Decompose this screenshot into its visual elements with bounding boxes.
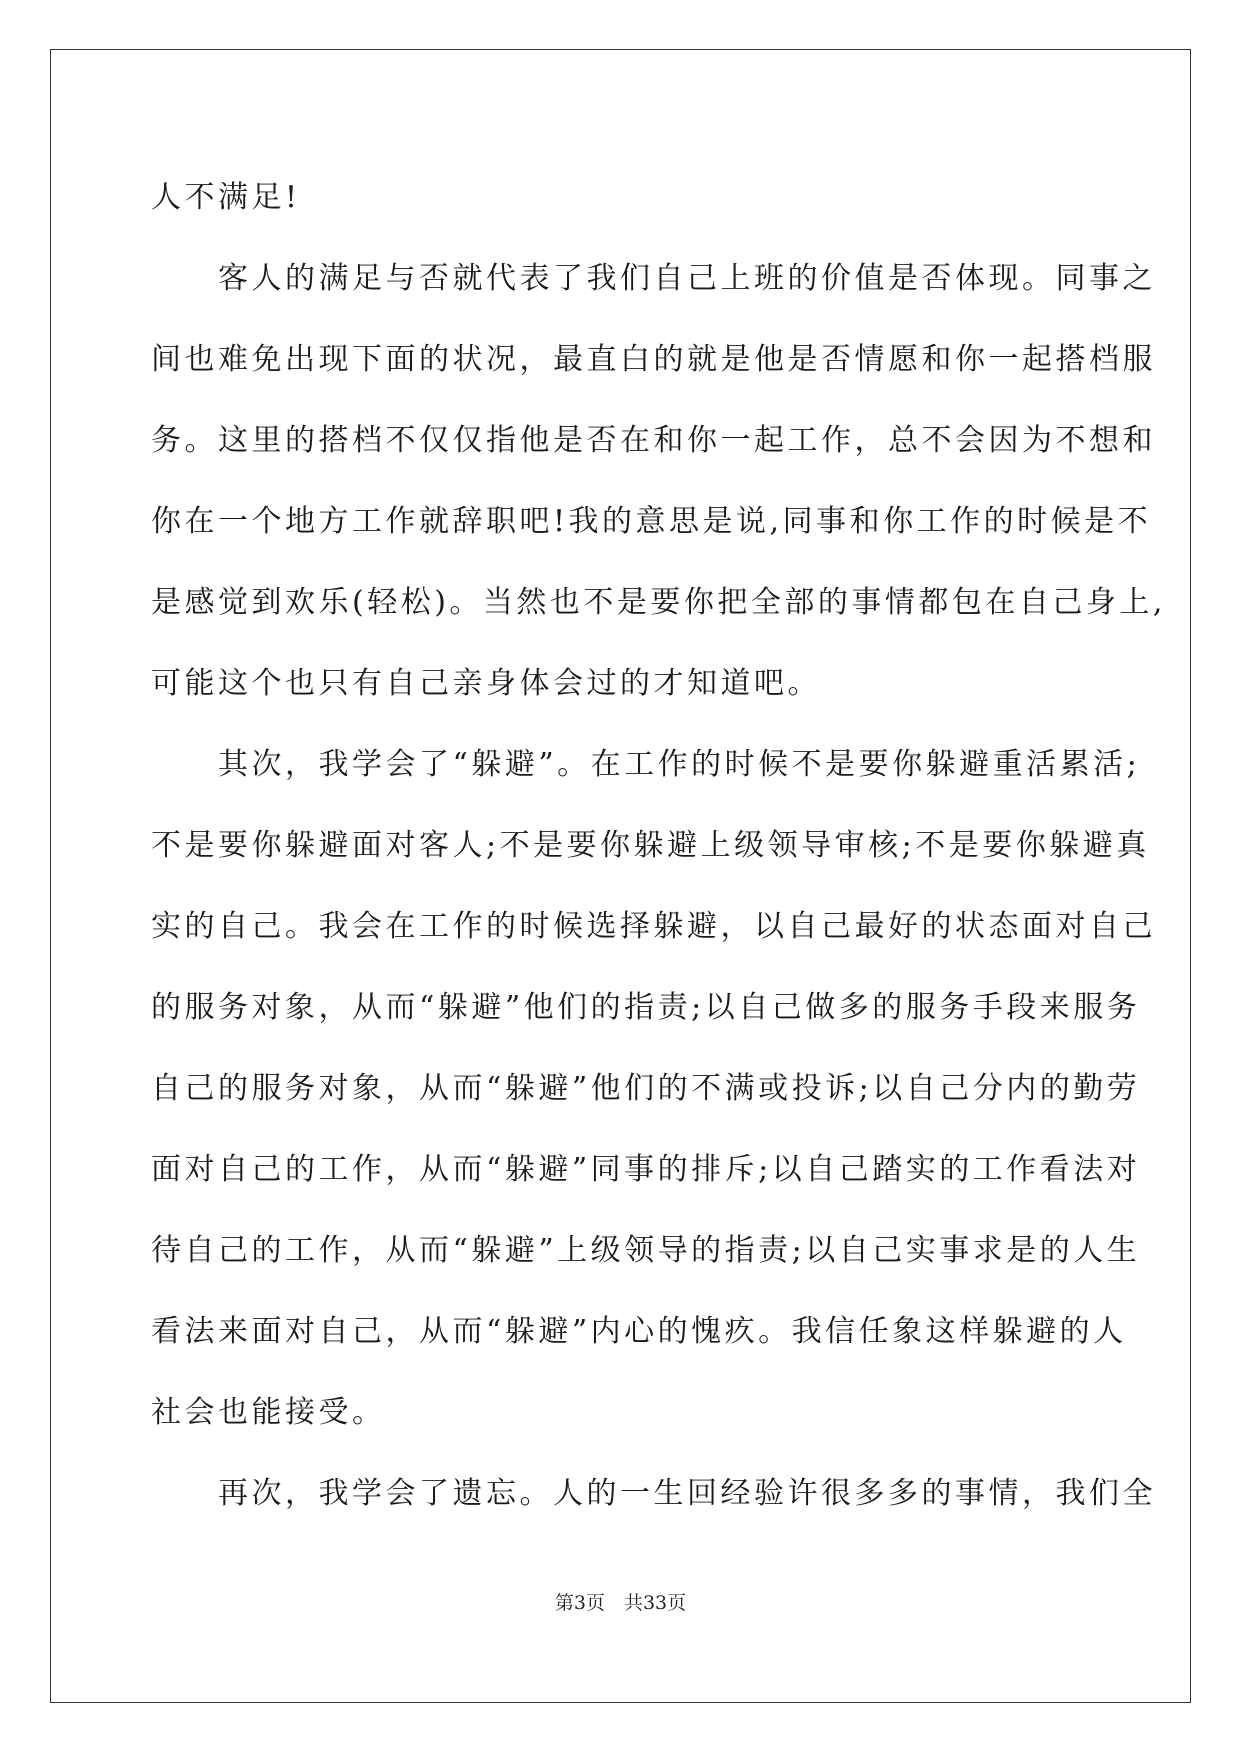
text-line: 待自己的工作，从而“躲避”上级领导的指责;以自己实事求是的人生 (151, 1233, 1141, 1268)
text-line: 看法来面对自己，从而“躲避”内心的愧疚。我信任象这样躲避的人 (151, 1314, 1127, 1349)
document-body (151, 157, 1166, 1534)
text-line: 是感觉到欢乐(轻松)。当然也不是要你把全部的事情都包在自己身上, (151, 585, 1166, 620)
text-line: 你在一个地方工作就辞职吧!我的意思是说,同事和你工作的时候是不 (151, 504, 1152, 539)
text-line: 人不满足! (151, 180, 301, 215)
text-line: 间也难免出现下面的状况，最直白的就是他是否情愿和你一起搭档服 (151, 342, 1156, 377)
text-line: 的服务对象，从而“躲避”他们的指责;以自己做多的服务手段来服务 (151, 990, 1141, 1025)
text-line: 务。这里的搭档不仅仅指他是否在和你一起工作，总不会因为不想和 (151, 423, 1156, 458)
text-line: 自己的服务对象，从而“躲避”他们的不满或投诉;以自己分内的勤劳 (151, 1071, 1141, 1106)
text-line: 客人的满足与否就代表了我们自己上班的价值是否体现。同事之 (151, 261, 1156, 296)
text-line: 社会也能接受。 (151, 1395, 386, 1430)
text-line: 可能这个也只有自己亲身体会过的才知道吧。 (151, 666, 821, 701)
text-line: 面对自己的工作，从而“躲避”同事的排斥;以自己踏实的工作看法对 (151, 1152, 1141, 1187)
page-number-footer: 第3页 共33页 (554, 1592, 687, 1614)
text-line: 再次，我学会了遗忘。人的一生回经验许很多多的事情，我们全 (151, 1476, 1156, 1511)
text-line: 其次，我学会了“躲避”。在工作的时候不是要你躲避重活累活; (151, 747, 1141, 782)
text-line: 不是要你躲避面对客人;不是要你躲避上级领导审核;不是要你躲避真 (151, 828, 1150, 863)
text-line: 实的自己。我会在工作的时候选择躲避，以自己最好的状态面对自己 (151, 909, 1156, 944)
